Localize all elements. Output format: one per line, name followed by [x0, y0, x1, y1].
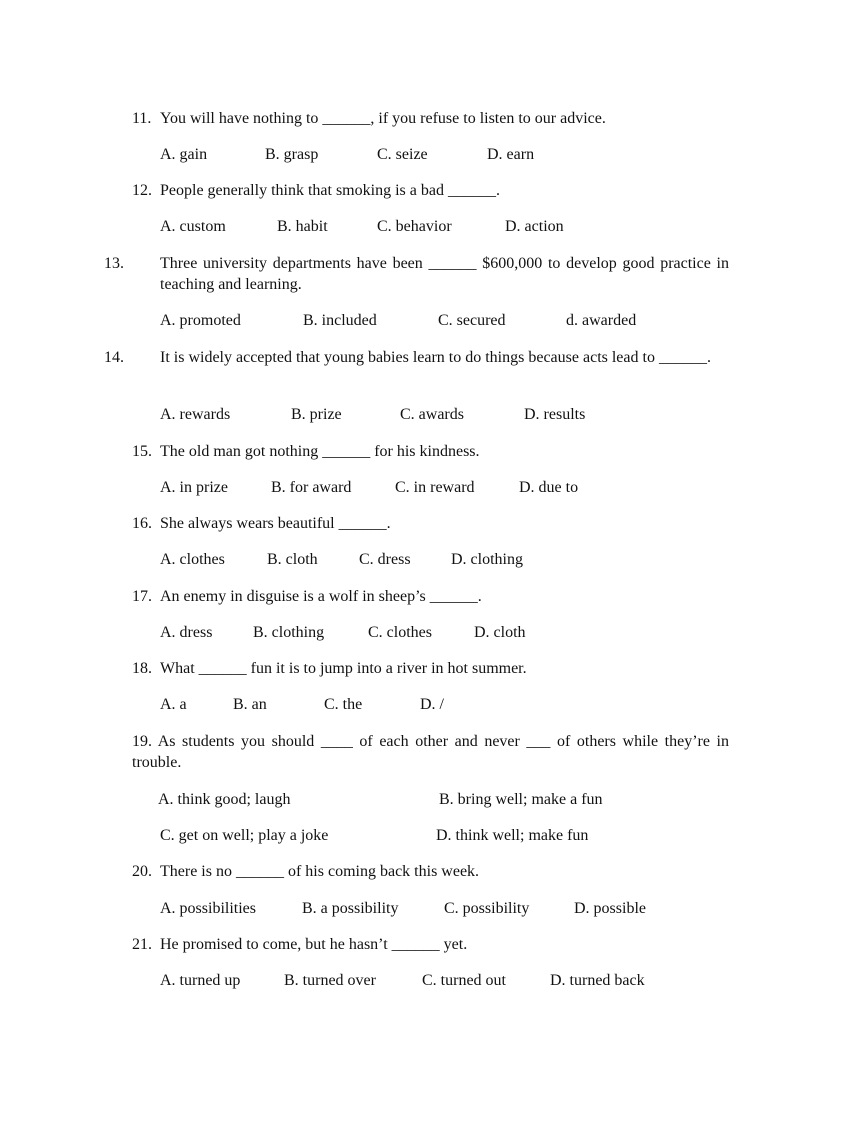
option-c: C. dress [359, 551, 411, 568]
question-text: What ______ fun it is to jump into a river in hot summer. [160, 660, 527, 677]
question-number: 20. [132, 863, 152, 880]
question-text: It is widely accepted that young babies learn to do things because acts lead to ______. [160, 349, 711, 366]
option-d: D. clothing [451, 551, 523, 568]
question-text: She always wears beautiful ______. [160, 515, 391, 532]
option-c: C. secured [438, 312, 506, 329]
question-number: 11. [132, 110, 152, 127]
option-a: A. custom [160, 218, 226, 235]
question-text: The old man got nothing ______ for his kindness. [160, 443, 480, 460]
question-number: 17. [132, 588, 152, 605]
option-b: B. an [233, 696, 267, 713]
question-number: 14. [104, 349, 124, 366]
option-d: D. earn [487, 146, 535, 163]
option-d: d. awarded [566, 312, 637, 329]
option-d: D. action [505, 218, 564, 235]
question-text: As students you should ____ of each other and never ___ of others while they’re in trouble. [132, 733, 729, 771]
option-c: C. awards [400, 406, 464, 423]
option-a: A. dress [160, 624, 213, 641]
question-number: 19. [132, 733, 152, 750]
question-21 [132, 934, 729, 955]
option-b: B. prize [291, 406, 342, 423]
option-a: A. clothes [160, 551, 225, 568]
question-text: People generally think that smoking is a bad ______. [160, 182, 500, 199]
question-number: 13. [104, 255, 124, 272]
question-number: 16. [132, 515, 152, 532]
option-a: A. a [160, 696, 187, 713]
option-d: D. cloth [474, 624, 526, 641]
question-20 [132, 861, 729, 882]
question-15 [132, 441, 729, 462]
question-12 [132, 180, 729, 201]
option-a: A. turned up [160, 972, 241, 989]
question-text: There is no ______ of his coming back this week. [160, 863, 480, 880]
question-text: An enemy in disguise is a wolf in sheep’s ______. [160, 588, 482, 605]
question-14 [104, 347, 729, 368]
question-number: 12. [132, 182, 152, 199]
option-d: D. possible [574, 900, 646, 917]
option-b: B. for award [271, 479, 352, 496]
option-c: C. in reward [395, 479, 475, 496]
question-number: 21. [132, 936, 152, 953]
question-18 [132, 658, 729, 679]
option-a: A. in prize [160, 479, 228, 496]
question-text: He promised to come, but he hasn’t ______ yet. [160, 936, 468, 953]
option-c: C. the [324, 696, 363, 713]
option-c: C. get on well; play a joke [160, 827, 329, 844]
option-b: B. cloth [267, 551, 318, 568]
question-text: Three university departments have been ______ $600,000 to develop good practice in teaching and learning. [160, 255, 729, 293]
option-a: A. think good; laugh [158, 791, 291, 808]
question-13 [104, 253, 729, 295]
option-a: A. rewards [160, 406, 231, 423]
option-d: D. results [524, 406, 586, 423]
question-11 [132, 108, 729, 129]
option-b: B. turned over [284, 972, 376, 989]
option-c: C. behavior [377, 218, 452, 235]
option-d: D. due to [519, 479, 579, 496]
option-a: A. gain [160, 146, 208, 163]
option-d: D. think well; make fun [436, 827, 589, 844]
option-b: B. included [303, 312, 377, 329]
question-16 [132, 513, 729, 534]
option-b: B. a possibility [302, 900, 399, 917]
question-text: You will have nothing to ______, if you refuse to listen to our advice. [160, 110, 606, 127]
option-c: C. turned out [422, 972, 506, 989]
option-b: B. bring well; make a fun [439, 791, 603, 808]
option-a: A. possibilities [160, 900, 257, 917]
option-d: D. turned back [550, 972, 645, 989]
option-a: A. promoted [160, 312, 241, 329]
option-d: D. / [420, 696, 444, 713]
option-c: C. clothes [368, 624, 432, 641]
option-b: B. habit [277, 218, 328, 235]
question-17 [132, 586, 729, 607]
option-c: C. possibility [444, 900, 530, 917]
option-b: B. clothing [253, 624, 325, 641]
question-number: 18. [132, 660, 152, 677]
question-19 [132, 731, 729, 773]
option-c: C. seize [377, 146, 428, 163]
question-number: 15. [132, 443, 152, 460]
option-b: B. grasp [265, 146, 319, 163]
